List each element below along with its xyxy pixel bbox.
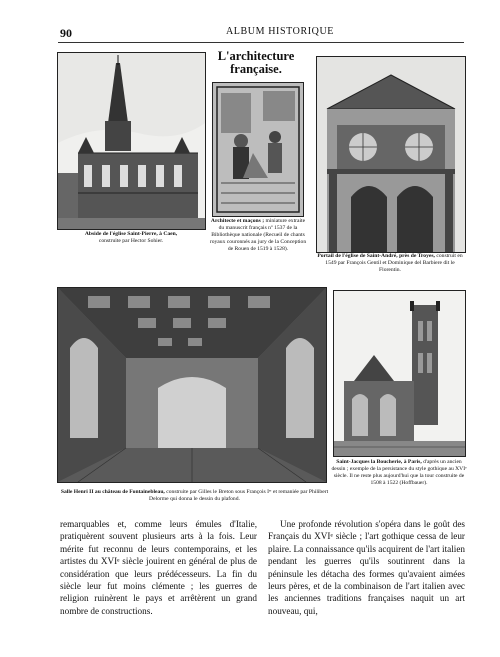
page-number: 90 bbox=[60, 26, 72, 40]
caption-caen-title: Abside de l'église Saint-Pierre, à Caen, bbox=[84, 231, 178, 237]
caption-fontainebleau bbox=[57, 489, 332, 503]
caption-fontainebleau-title: Salle Henri II au château de Fontainebleau, bbox=[60, 489, 165, 495]
body-right-column bbox=[268, 518, 465, 617]
section-title: L'architecture française. bbox=[217, 49, 295, 76]
caption-fontainebleau-text: construite par Gilles le Breton sous François Iᵉʳ et remaniée par Philibert Delorme qui donna le dessin du plafond. bbox=[149, 489, 329, 502]
running-title: ALBUM HISTORIQUE bbox=[225, 26, 335, 37]
caption-paris-title: Saint-Jacques la Boucherie, à Paris, bbox=[336, 459, 422, 465]
caption-masons-text: miniature extraite du manuscrit français nº 1537 de la Bibliothèque nationale (Recueil de chants royaux couronnés au jury de la Conception de Rouen de 1519 à 1528). bbox=[209, 218, 307, 252]
caption-troyes-title: Portail de l'église de Saint-André, près de Troyes, bbox=[317, 253, 435, 259]
figure-troyes-portal bbox=[316, 56, 466, 253]
caption-troyes bbox=[314, 253, 466, 274]
caption-caen bbox=[55, 231, 207, 245]
figure-fontainebleau-hall bbox=[57, 287, 327, 483]
caption-troyes-text: construit en 1549 par François Gentil et Dominique del Barbiere dit le Florentin. bbox=[325, 253, 463, 273]
caption-masons-title: Architecte et maçons ; bbox=[210, 218, 265, 224]
caption-paris-text: d'après un ancien dessin ; exemple de la persistance du style gothique au XVIᵉ siècle. Il ne reste plus aujourd'hui que la tour construite de 1508 à 1522 (Hoffbauer). bbox=[331, 459, 467, 486]
body-right-text: Une profonde révolution s'opéra dans le goût des Français du XVIᵉ siècle ; l'art gothique cessa de leur plaire. La connaissance qu'ils acquirent de l'art italien pendant les guerres qu'ils soutinrent dans la péninsule les détacha des formes qu'avaient aimées leurs pères, et de la combinaison de l'art italien avec les anciennes traditions françaises naquit un art nouveau, qui, bbox=[268, 519, 465, 616]
body-left-text: remarquables et, comme leurs émules d'Italie, pratiquèrent souvent plusieurs arts à la fois. Leur mérite fut reconnu de leurs contemporains, et les artistes du XVIᵉ siècle jouirent en général de plus de considération que leurs prédécesseurs. La fin du siècle leur fut moins clémente ; les guerres de religion ruinèrent le pays et arrêtèrent un grand nombre de constructions. bbox=[60, 519, 257, 616]
caption-paris bbox=[330, 459, 468, 487]
figure-caen-church bbox=[57, 52, 206, 230]
caption-masons bbox=[208, 218, 308, 253]
body-left-column bbox=[60, 518, 257, 617]
figure-masons-miniature bbox=[212, 82, 304, 217]
caption-caen-text: construite par Hector Sohier. bbox=[98, 238, 164, 244]
header-rule bbox=[58, 42, 464, 43]
figure-saint-jacques bbox=[333, 290, 466, 457]
